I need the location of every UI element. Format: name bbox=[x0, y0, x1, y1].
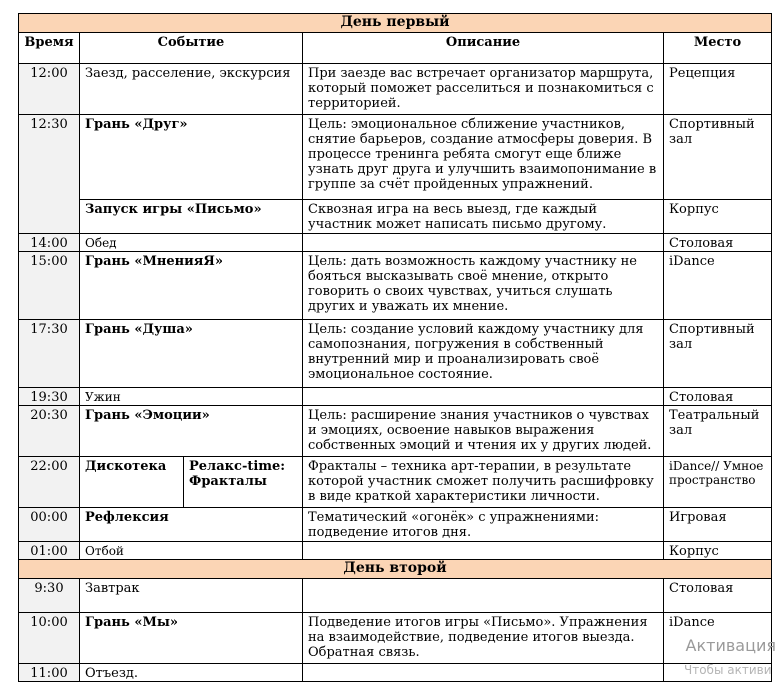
description-cell bbox=[303, 388, 664, 406]
day-one-header-row bbox=[19, 14, 772, 33]
schedule-table bbox=[18, 13, 772, 682]
table-row bbox=[19, 64, 772, 115]
description-cell: Подведение итогов игры «Письмо». Упражнения на взаимодействие, подведение итогов выезда. Обратная связь. bbox=[303, 613, 664, 664]
event-cell: Грань «МненияЯ» bbox=[80, 252, 303, 320]
event-header: Событие bbox=[80, 33, 303, 64]
place-cell: Столовая bbox=[664, 579, 772, 613]
place-cell: Игровая bbox=[664, 508, 772, 542]
description-cell bbox=[303, 234, 664, 252]
place-cell: Рецепция bbox=[664, 64, 772, 115]
time-cell: 01:00 bbox=[19, 542, 80, 560]
event-cell: Рефлексия bbox=[80, 508, 303, 542]
place-cell: Спортивный зал bbox=[664, 320, 772, 388]
table-row bbox=[19, 508, 772, 542]
time-cell: 12:30 bbox=[19, 115, 80, 234]
time-cell: 17:30 bbox=[19, 320, 80, 388]
table-row bbox=[19, 664, 772, 682]
place-cell: iDance// Умное пространство bbox=[664, 457, 772, 508]
place-cell: Корпус bbox=[664, 200, 772, 234]
description-cell: Тематический «огонёк» с упражнениями: подведение итогов дня. bbox=[303, 508, 664, 542]
time-cell: 12:00 bbox=[19, 64, 80, 115]
time-cell: 20:30 bbox=[19, 406, 80, 457]
time-cell: 10:00 bbox=[19, 613, 80, 664]
activation-watermark-subtext: Чтобы активи bbox=[684, 663, 772, 677]
description-cell: Цель: расширение знания участников о чувствах и эмоциях, освоение навыков выражения собственных эмоций и чтения их у других людей. bbox=[303, 406, 664, 457]
description-cell: Цель: дать возможность каждому участнику не бояться высказывать своё мнение, открыто говорить о своих чувствах, учиться слушать других и уважать их мнение. bbox=[303, 252, 664, 320]
time-cell: 9:30 bbox=[19, 579, 80, 613]
place-cell: Столовая bbox=[664, 234, 772, 252]
place-header: Место bbox=[664, 33, 772, 64]
description-cell: Фракталы – техника арт-терапии, в результате которой участник сможет получить расшифровку в виде краткой характеристики личности. bbox=[303, 457, 664, 508]
time-header: Время bbox=[19, 33, 80, 64]
table-row bbox=[19, 388, 772, 406]
column-header-row bbox=[19, 33, 772, 64]
table-row bbox=[19, 234, 772, 252]
table-row bbox=[19, 457, 772, 508]
event-cell: Отъезд. bbox=[80, 664, 303, 682]
event-cell: Заезд, расселение, экскурсия bbox=[80, 64, 303, 115]
description-cell bbox=[303, 579, 664, 613]
event-cell: Запуск игры «Письмо» bbox=[80, 200, 303, 234]
table-row bbox=[19, 406, 772, 457]
time-cell: 00:00 bbox=[19, 508, 80, 542]
table-row bbox=[19, 252, 772, 320]
activation-watermark: Активация bbox=[685, 636, 776, 655]
place-cell: Столовая bbox=[664, 388, 772, 406]
place-cell: iDance bbox=[664, 613, 772, 664]
description-cell: Цель: эмоциональное сближение участников, снятие барьеров, создание атмосферы доверия. В процессе тренинга ребята смогут еще ближе узнать друг друга и улучшить взаимопонимание в группе за счёт пройденных упражнений. bbox=[303, 115, 664, 200]
event-cell: Грань «Друг» bbox=[80, 115, 303, 200]
day-two-header-row bbox=[19, 560, 772, 579]
place-cell: iDance bbox=[664, 252, 772, 320]
table-row bbox=[19, 542, 772, 560]
time-cell: 19:30 bbox=[19, 388, 80, 406]
place-cell: Корпус bbox=[664, 542, 772, 560]
event-cell: Грань «Мы» bbox=[80, 613, 303, 664]
table-row bbox=[19, 613, 772, 664]
time-cell: 22:00 bbox=[19, 457, 80, 508]
day-two-title: День второй bbox=[19, 560, 772, 579]
table-row bbox=[19, 320, 772, 388]
event-cell: Завтрак bbox=[80, 579, 303, 613]
description-cell bbox=[303, 664, 664, 682]
event-cell: Грань «Эмоции» bbox=[80, 406, 303, 457]
table-row bbox=[19, 115, 772, 200]
day-one-title: День первый bbox=[19, 14, 772, 33]
event-cell: Ужин bbox=[80, 388, 303, 406]
event-cell: Обед bbox=[80, 234, 303, 252]
table-row bbox=[19, 579, 772, 613]
table-row bbox=[19, 200, 772, 234]
place-cell: Спортивный зал bbox=[664, 115, 772, 200]
time-cell: 14:00 bbox=[19, 234, 80, 252]
event-cell: Грань «Душа» bbox=[80, 320, 303, 388]
description-cell: При заезде вас встречает организатор маршрута, который поможет расселиться и познакомиться с территорией. bbox=[303, 64, 664, 115]
event-secondary-cell: Релакс-time: Фракталы bbox=[184, 457, 303, 508]
description-cell: Цель: создание условий каждому участнику для самопознания, погружения в собственный внутренний мир и проанализировать своё эмоциональное состояние. bbox=[303, 320, 664, 388]
description-header: Описание bbox=[303, 33, 664, 64]
time-cell: 15:00 bbox=[19, 252, 80, 320]
time-cell: 11:00 bbox=[19, 664, 80, 682]
event-cell: Дискотека bbox=[80, 457, 184, 508]
event-cell: Отбой bbox=[80, 542, 303, 560]
description-cell bbox=[303, 542, 664, 560]
place-cell: Театральный зал bbox=[664, 406, 772, 457]
description-cell: Сквозная игра на весь выезд, где каждый участник может написать письмо другому. bbox=[303, 200, 664, 234]
